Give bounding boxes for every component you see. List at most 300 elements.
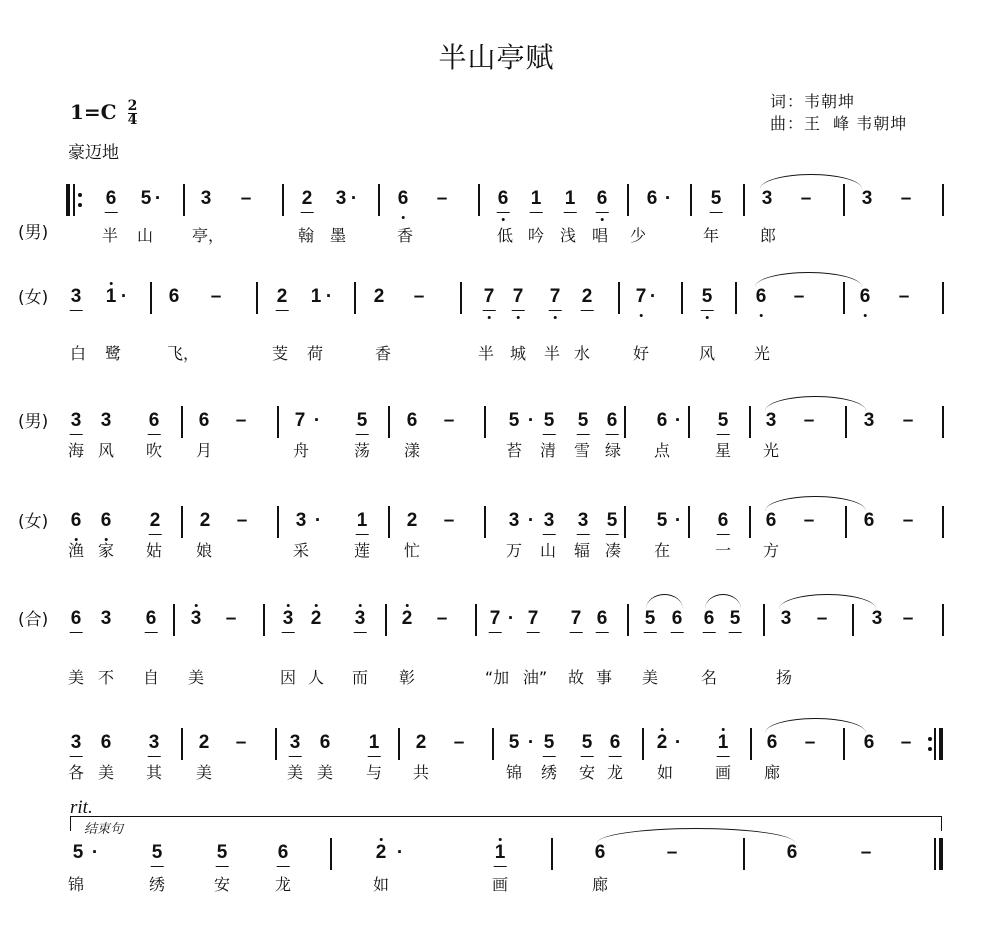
dash-note: – — [240, 188, 252, 209]
note: 5 — [508, 410, 520, 431]
lyric-syllable: 不 — [97, 668, 115, 687]
lyric-syllable: 香 — [396, 226, 414, 245]
barline — [398, 728, 400, 760]
note: 5 — [543, 410, 555, 431]
lyric-syllable: 清 — [539, 441, 557, 460]
lyric-syllable: 各 — [67, 763, 85, 782]
note: 3 — [70, 410, 82, 431]
dash-note: – — [816, 608, 828, 629]
lyric-syllable: 安 — [578, 763, 596, 782]
part-label: (女) — [18, 288, 49, 308]
note: 6 — [786, 842, 798, 863]
part-label: (男) — [18, 223, 49, 243]
lyric-syllable: 光 — [762, 441, 780, 460]
barline — [475, 604, 477, 636]
note: 2 — [401, 608, 413, 629]
barline — [388, 406, 390, 438]
ending-bracket — [70, 816, 942, 831]
lyric-syllable: 在 — [653, 541, 671, 560]
barline — [688, 406, 690, 438]
note: 5 — [151, 842, 163, 863]
dash-note: – — [900, 732, 912, 753]
dot-note: · — [154, 188, 162, 209]
lyric-syllable: 如 — [656, 763, 674, 782]
note: 3 — [508, 510, 520, 531]
dash-note: – — [436, 188, 448, 209]
dash-note: – — [898, 286, 910, 307]
note: 3 — [543, 510, 555, 531]
note: 2 — [199, 510, 211, 531]
lyric-syllable: 自 — [142, 668, 160, 687]
lyric-syllable: 香 — [374, 344, 392, 363]
dash-note: – — [436, 608, 448, 629]
barline — [624, 506, 626, 538]
note: 6 — [319, 732, 331, 753]
lyric-syllable: 白 — [69, 344, 87, 363]
note: 1 — [530, 188, 542, 209]
lyric-syllable: 名 — [700, 668, 718, 687]
note: 1 — [564, 188, 576, 209]
lyric-syllable: 低 — [496, 226, 514, 245]
note: 7 — [294, 410, 306, 431]
lyric-syllable: 一 — [714, 541, 732, 560]
lyric-syllable: 好 — [632, 344, 650, 363]
note: 3 — [148, 732, 160, 753]
barline — [942, 506, 944, 538]
barline — [150, 282, 152, 314]
note: 3 — [70, 286, 82, 307]
barline — [183, 184, 185, 216]
note: 6 — [497, 188, 509, 209]
dot-note: · — [527, 510, 535, 531]
lyric-syllable: 辐 — [573, 541, 591, 560]
lyric-syllable: 美 — [187, 668, 205, 687]
note: 3 — [100, 410, 112, 431]
note: 3 — [289, 732, 301, 753]
note: 7 — [512, 286, 524, 307]
lyric-syllable: “加 — [484, 668, 510, 687]
note: 6 — [609, 732, 621, 753]
lyric-syllable: 扬 — [775, 668, 793, 687]
note: 5 — [577, 410, 589, 431]
barline — [354, 282, 356, 314]
barline — [642, 728, 644, 760]
lyric-syllable: 月 — [195, 441, 213, 460]
dash-note: – — [860, 842, 872, 863]
time-numerator: 2 — [127, 98, 138, 114]
note: 2 — [301, 188, 313, 209]
note: 3 — [354, 608, 366, 629]
dot-note: · — [674, 410, 682, 431]
note: 6 — [397, 188, 409, 209]
lyric-syllable: 画 — [491, 875, 509, 894]
note: 5 — [644, 608, 656, 629]
barline — [181, 728, 183, 760]
lyric-syllable: 共 — [412, 763, 430, 782]
barline — [942, 406, 944, 438]
note: 2 — [149, 510, 161, 531]
note: 6 — [646, 188, 658, 209]
ending-label: 结束句 — [84, 822, 124, 837]
barline — [690, 184, 692, 216]
lyric-syllable: 浅 — [559, 226, 577, 245]
score-system-3 — [0, 406, 993, 476]
note: 2 — [375, 842, 387, 863]
tie-arc — [765, 496, 866, 511]
note: 2 — [406, 510, 418, 531]
note: 6 — [766, 732, 778, 753]
note: 1 — [494, 842, 506, 863]
lyric-syllable: 雪 — [573, 441, 591, 460]
credits — [770, 91, 907, 135]
barline — [388, 506, 390, 538]
lyric-syllable: 绣 — [148, 875, 166, 894]
lyric-syllable: 万 — [505, 541, 523, 560]
lyric-syllable: 海 — [67, 441, 85, 460]
lyric-syllable: 美 — [641, 668, 659, 687]
lyric-syllable: 莲 — [353, 541, 371, 560]
lyric-syllable: 舟 — [292, 441, 310, 460]
note: 7 — [549, 286, 561, 307]
note: 5 — [701, 286, 713, 307]
lyric-syllable: 与 — [365, 763, 383, 782]
note: 2 — [415, 732, 427, 753]
barline — [282, 184, 284, 216]
barline — [750, 728, 752, 760]
dot-note: · — [674, 732, 682, 753]
barline — [735, 282, 737, 314]
lyric-syllable: 荡 — [353, 441, 371, 460]
lyric-syllable: 家 — [97, 541, 115, 560]
note: 3 — [863, 410, 875, 431]
lyric-syllable: 绿 — [604, 441, 622, 460]
score-system-7 — [0, 838, 993, 908]
dash-note: – — [804, 732, 816, 753]
dot-note: · — [91, 842, 99, 863]
lyric-syllable: 渔 — [67, 541, 85, 560]
note: 6 — [656, 410, 668, 431]
note: 6 — [755, 286, 767, 307]
dot-note: · — [507, 608, 515, 629]
dash-note: – — [793, 286, 805, 307]
note: 2 — [310, 608, 322, 629]
barline — [460, 282, 462, 314]
note: 7 — [635, 286, 647, 307]
song-title: 半山亭赋 — [438, 41, 555, 74]
note: 5 — [656, 510, 668, 531]
barline — [942, 604, 944, 636]
dot-note: · — [674, 510, 682, 531]
dash-note: – — [902, 608, 914, 629]
lyric-syllable: 其 — [145, 763, 163, 782]
lyric-syllable: 凑 — [604, 541, 622, 560]
note: 6 — [100, 732, 112, 753]
lyric-syllable: 龙 — [606, 763, 624, 782]
lyric-syllable: 光 — [753, 344, 771, 363]
tie-arc — [765, 718, 866, 733]
lyric-syllable: 年 — [702, 226, 720, 245]
barline — [627, 184, 629, 216]
dash-note: – — [443, 410, 455, 431]
dot-note: · — [120, 286, 128, 307]
lyric-syllable: 人 — [307, 668, 325, 687]
note: 6 — [765, 510, 777, 531]
barline — [942, 282, 944, 314]
lyric-syllable: 半 — [543, 344, 561, 363]
dash-note: – — [235, 732, 247, 753]
lyric-syllable: 半 — [101, 226, 119, 245]
barline — [385, 604, 387, 636]
note: 3 — [70, 732, 82, 753]
barline — [173, 604, 175, 636]
part-label: (男) — [18, 412, 49, 432]
score-system-1 — [0, 184, 993, 264]
dash-note: – — [902, 510, 914, 531]
note: 6 — [717, 510, 729, 531]
tie-arc — [765, 396, 866, 411]
barline — [256, 282, 258, 314]
barline — [743, 184, 745, 216]
note: 6 — [859, 286, 871, 307]
note: 6 — [596, 188, 608, 209]
note: 5 — [606, 510, 618, 531]
lyric-syllable: 芰 — [271, 344, 289, 363]
lyric-syllable: 娘 — [195, 541, 213, 560]
tie-arc — [760, 174, 862, 189]
note: 7 — [483, 286, 495, 307]
note: 6 — [703, 608, 715, 629]
lyric-syllable: 吹 — [145, 441, 163, 460]
lyric-syllable: 龙 — [274, 875, 292, 894]
lyric-syllable: 少 — [629, 226, 647, 245]
lyric-syllable: 廊 — [763, 763, 781, 782]
lyric-syllable: 锦 — [67, 875, 85, 894]
dash-note: – — [235, 410, 247, 431]
barline — [627, 604, 629, 636]
note: 1 — [717, 732, 729, 753]
note: 2 — [198, 732, 210, 753]
lyric-syllable: 因 — [279, 668, 297, 687]
tie-arc — [646, 594, 683, 609]
note: 6 — [596, 608, 608, 629]
dot-note: · — [527, 410, 535, 431]
dash-note: – — [236, 510, 248, 531]
lyric-syllable: 山 — [136, 226, 154, 245]
dash-note: – — [443, 510, 455, 531]
dash-note: – — [800, 188, 812, 209]
lyric-syllable: 半 — [477, 344, 495, 363]
note: 6 — [100, 510, 112, 531]
lyric-syllable: 锦 — [505, 763, 523, 782]
note: 3 — [100, 608, 112, 629]
barline — [618, 282, 620, 314]
note: 1 — [368, 732, 380, 753]
dash-note: – — [902, 410, 914, 431]
lyric-syllable: 美 — [316, 763, 334, 782]
note: 3 — [335, 188, 347, 209]
note: 6 — [145, 608, 157, 629]
note: 5 — [717, 410, 729, 431]
lyric-syllable: 点 — [653, 441, 671, 460]
barline — [492, 728, 494, 760]
note: 2 — [656, 732, 668, 753]
lyric-syllable: 而 — [351, 668, 369, 687]
barline — [624, 406, 626, 438]
lyric-syllable: 山 — [539, 541, 557, 560]
lyric-syllable: 漾 — [403, 441, 421, 460]
lyric-syllable: 水 — [573, 344, 591, 363]
lyric-syllable: 郎 — [759, 226, 777, 245]
key-label: 1=C — [70, 100, 117, 124]
note: 2 — [276, 286, 288, 307]
dot-note: · — [649, 286, 657, 307]
note: 5 — [356, 410, 368, 431]
note: 1 — [310, 286, 322, 307]
lyric-syllable: 鹭 — [104, 344, 122, 363]
dot-note: · — [527, 732, 535, 753]
dot-note: · — [664, 188, 672, 209]
lyric-syllable: 美 — [67, 668, 85, 687]
barline — [763, 604, 765, 636]
note: 1 — [105, 286, 117, 307]
note: 5 — [508, 732, 520, 753]
barline — [263, 604, 265, 636]
lyric-syllable: 城 — [509, 344, 527, 363]
note: 5 — [216, 842, 228, 863]
composer-credit: 曲：王 峰 韦朝坤 — [770, 114, 908, 133]
lyric-syllable: 故 — [567, 668, 585, 687]
dash-note: – — [453, 732, 465, 753]
tie-arc — [705, 594, 741, 609]
barline — [275, 728, 277, 760]
lyric-syllable: 如 — [372, 875, 390, 894]
note: 2 — [373, 286, 385, 307]
note: 5 — [72, 842, 84, 863]
dash-note: – — [803, 410, 815, 431]
lyricist-credit: 词：韦朝坤 — [770, 92, 856, 111]
lyric-syllable: 彰 — [398, 668, 416, 687]
lyric-syllable: 美 — [195, 763, 213, 782]
barline — [181, 406, 183, 438]
dash-note: – — [225, 608, 237, 629]
note: 6 — [594, 842, 606, 863]
dot-note: · — [396, 842, 404, 863]
lyric-syllable: 风 — [97, 441, 115, 460]
barline — [484, 506, 486, 538]
note: 1 — [356, 510, 368, 531]
note: 6 — [277, 842, 289, 863]
barline — [749, 406, 751, 438]
barline — [330, 838, 332, 870]
note: 5 — [581, 732, 593, 753]
note: 5 — [140, 188, 152, 209]
key-signature — [70, 100, 137, 127]
dash-note: – — [666, 842, 678, 863]
score-system-6 — [0, 728, 993, 798]
barline — [277, 506, 279, 538]
note: 3 — [780, 608, 792, 629]
dot-note: · — [314, 510, 322, 531]
barline — [681, 282, 683, 314]
note: 6 — [70, 510, 82, 531]
barline — [484, 406, 486, 438]
lyric-syllable: 事 — [595, 668, 613, 687]
dash-note: – — [210, 286, 222, 307]
lyric-syllable: 亭， — [191, 226, 225, 245]
dash-note: – — [900, 188, 912, 209]
lyric-syllable: 风 — [698, 344, 716, 363]
note: 7 — [570, 608, 582, 629]
barline — [688, 506, 690, 538]
lyric-syllable: 荷 — [306, 344, 324, 363]
barline — [378, 184, 380, 216]
note: 6 — [863, 510, 875, 531]
barline — [551, 838, 553, 870]
note: 6 — [148, 410, 160, 431]
dash-note: – — [803, 510, 815, 531]
lyric-syllable: 姑 — [145, 541, 163, 560]
lyric-syllable: 安 — [213, 875, 231, 894]
lyric-syllable: 唱 — [591, 226, 609, 245]
part-label: (合) — [18, 610, 49, 630]
note: 6 — [606, 410, 618, 431]
dot-note: · — [350, 188, 358, 209]
tempo-marking: 豪迈地 — [68, 143, 119, 163]
score-system-5 — [0, 604, 993, 694]
dash-note: – — [413, 286, 425, 307]
note: 3 — [577, 510, 589, 531]
lyric-syllable: 墨 — [329, 226, 347, 245]
dot-note: · — [313, 410, 321, 431]
note: 6 — [671, 608, 683, 629]
lyric-syllable: 方 — [762, 541, 780, 560]
note: 6 — [198, 410, 210, 431]
lyric-syllable: 吟 — [527, 226, 545, 245]
note: 5 — [710, 188, 722, 209]
lyric-syllable: 廊 — [591, 875, 609, 894]
time-denominator: 4 — [127, 112, 138, 128]
barline — [749, 506, 751, 538]
note: 3 — [282, 608, 294, 629]
dot-note: · — [325, 286, 333, 307]
note: 6 — [863, 732, 875, 753]
lyric-syllable: 采 — [292, 541, 310, 560]
lyric-syllable: 油” — [522, 668, 548, 687]
rit-marking: rit. — [70, 797, 93, 818]
score-system-2 — [0, 282, 993, 382]
note: 6 — [406, 410, 418, 431]
note: 7 — [527, 608, 539, 629]
lyric-syllable: 绣 — [540, 763, 558, 782]
note: 3 — [861, 188, 873, 209]
lyric-syllable: 飞， — [166, 344, 200, 363]
note: 3 — [765, 410, 777, 431]
barline — [478, 184, 480, 216]
note: 6 — [70, 608, 82, 629]
lyric-syllable: 星 — [714, 441, 732, 460]
part-label: (女) — [18, 512, 49, 532]
note: 3 — [190, 608, 202, 629]
tie-arc — [755, 272, 862, 287]
lyric-syllable: 忙 — [403, 541, 421, 560]
note: 5 — [543, 732, 555, 753]
note: 6 — [168, 286, 180, 307]
lyric-syllable: 美 — [286, 763, 304, 782]
barline — [942, 184, 944, 216]
lyric-syllable: 苔 — [505, 441, 523, 460]
note: 7 — [489, 608, 501, 629]
note: 5 — [729, 608, 741, 629]
